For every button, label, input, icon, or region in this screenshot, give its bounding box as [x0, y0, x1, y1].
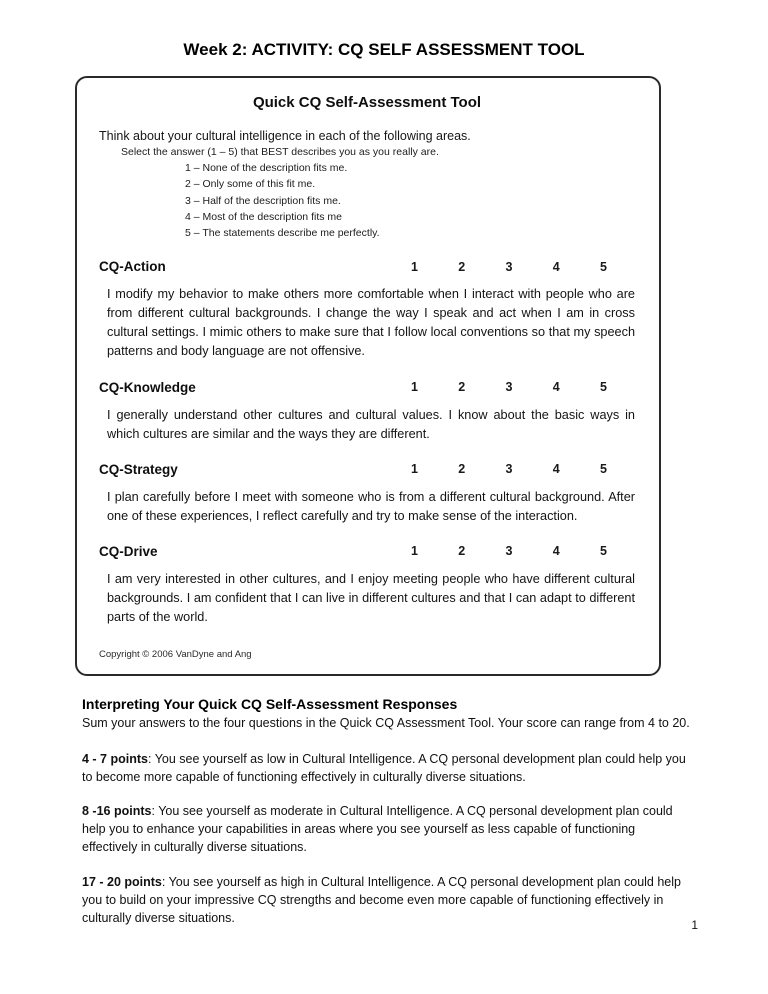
scale-option: 1 – None of the description fits me. — [185, 162, 348, 174]
rating-scale-row — [411, 380, 607, 394]
rating-number: 4 — [552, 380, 560, 395]
score-range-moderate — [82, 802, 693, 856]
score-range-text: : You see yourself as high in Cultural Intelligence. A CQ personal development plan could help you to build on your impressive CQ strengths and become even more capable of functioning effectively in culturally diverse situations. — [82, 874, 681, 925]
score-range-text: : You see yourself as moderate in Cultural Intelligence. A CQ personal development plan could help you to enhance your capabilities in areas where you see yourself as less capable of functioning effectively in culturally diverse situations. — [82, 804, 673, 855]
copyright-notice: Copyright © 2006 VanDyne and Ang — [99, 648, 252, 660]
scale-option: 4 – Most of the description fits me — [185, 210, 342, 223]
rating-number: 3 — [505, 544, 513, 559]
rating-scale-row — [411, 462, 607, 476]
section-cq-drive — [99, 544, 635, 627]
scale-option: 2 – Only some of this fit me. — [185, 178, 316, 191]
rating-number: 2 — [458, 544, 466, 559]
score-range-label: 8 -16 points — [82, 804, 152, 819]
section-label: CQ-Action — [99, 259, 166, 275]
page-title: Week 2: ACTIVITY: CQ SELF ASSESSMENT TOOL — [183, 40, 585, 59]
rating-number: 3 — [505, 259, 513, 274]
section-label: CQ-Strategy — [99, 461, 178, 477]
rating-scale-row — [411, 544, 607, 558]
rating-number: 1 — [411, 259, 418, 274]
rating-number: 3 — [505, 462, 513, 477]
scale-option-list — [185, 160, 635, 241]
rating-number: 2 — [458, 380, 466, 395]
score-range-high — [82, 873, 693, 927]
section-cq-knowledge — [99, 380, 635, 444]
rating-number: 4 — [552, 462, 560, 477]
rating-number: 5 — [600, 462, 607, 477]
section-description: I generally understand other cultures and cultural values. I know about the basic ways in which cultures are similar and the ways they are different. — [107, 407, 635, 441]
rating-number: 5 — [600, 380, 607, 395]
rating-number: 1 — [411, 544, 418, 559]
rating-scale-row — [411, 260, 607, 274]
section-cq-strategy — [99, 462, 635, 526]
scale-option: 5 – The statements describe me perfectly. — [185, 227, 380, 240]
score-range-label: 17 - 20 points — [82, 874, 162, 889]
tool-select-instruction: Select the answer (1 – 5) that BEST describes you as you really are. — [121, 146, 439, 158]
page-number: 1 — [691, 918, 698, 932]
section-label: CQ-Knowledge — [99, 379, 196, 395]
rating-number: 4 — [552, 544, 560, 559]
rating-number: 5 — [600, 544, 607, 559]
rating-number: 4 — [552, 259, 560, 274]
tool-intro: Think about your cultural intelligence in each of the following areas. — [99, 129, 471, 143]
rating-number: 2 — [458, 462, 466, 477]
section-header — [99, 544, 635, 559]
interpretation-intro: Sum your answers to the four questions in the Quick CQ Assessment Tool. Your score can range from 4 to 20. — [82, 715, 690, 730]
score-range-text: : You see yourself as low in Cultural Intelligence. A CQ personal development plan could help you to become more capable of functioning effectively in culturally diverse situations. — [82, 751, 686, 785]
rating-number: 1 — [411, 380, 418, 395]
section-header — [99, 259, 635, 274]
section-cq-action — [99, 259, 635, 361]
rating-number: 5 — [600, 259, 607, 274]
assessment-tool-box — [75, 76, 661, 676]
interpretation-section — [82, 696, 693, 927]
score-range-low — [82, 750, 693, 786]
section-header — [99, 380, 635, 395]
section-header — [99, 462, 635, 477]
tool-title: Quick CQ Self-Assessment Tool — [252, 94, 482, 111]
interpretation-heading: Interpreting Your Quick CQ Self-Assessment Responses — [82, 695, 458, 712]
section-label: CQ-Drive — [99, 543, 158, 559]
rating-number: 2 — [458, 259, 466, 274]
rating-number: 1 — [411, 462, 418, 477]
section-description: I modify my behavior to make others more comfortable when I interact with people who are from different cultural backgrounds. I change the way I speak and act when I am in cross cultural settings. I mimic others to make sure that I follow local conventions so that my speech patterns and body language are not offensive. — [107, 287, 635, 359]
scale-option: 3 – Half of the description fits me. — [185, 194, 341, 207]
section-description: I am very interested in other cultures, and I enjoy meeting people who have different cultural backgrounds. I am confident that I can live in different cultures and that I can adapt to different parts of the world. — [107, 571, 635, 624]
section-description: I plan carefully before I meet with someone who is from a different cultural background. After one of these experiences, I reflect carefully and try to make sense of the interaction. — [107, 489, 635, 523]
score-range-label: 4 - 7 points — [82, 751, 148, 766]
rating-number: 3 — [505, 380, 513, 395]
